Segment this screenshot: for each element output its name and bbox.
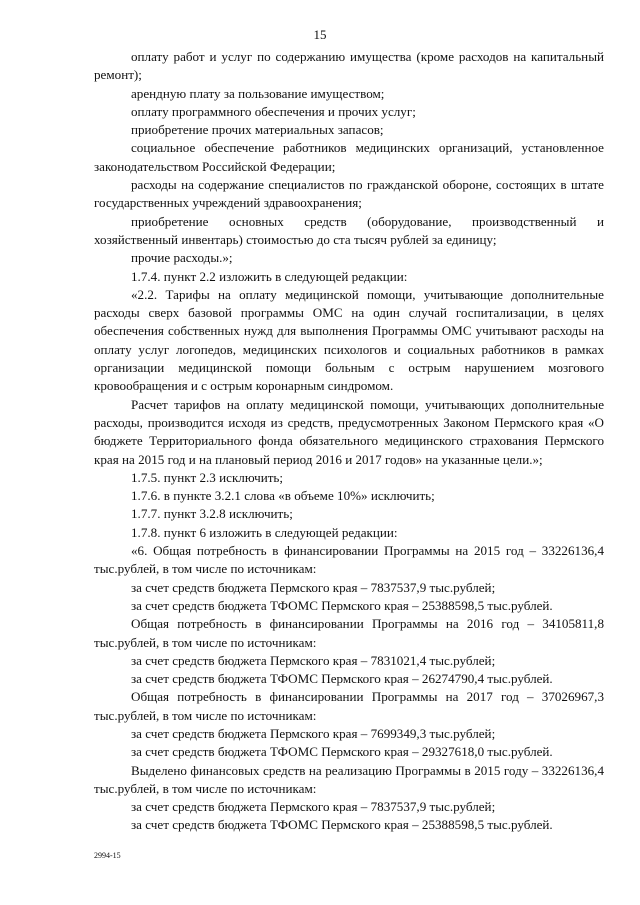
- paragraph: «6. Общая потребность в финансировании Программы на 2015 год – 33226136,4 тыс.рублей, в том числе по источникам:: [94, 543, 604, 577]
- clause-heading: 1.7.7. пункт 3.2.8 исключить;: [131, 506, 293, 522]
- paragraph: арендную плату за пользование имуществом;: [131, 85, 385, 101]
- paragraph: оплату программного обеспечения и прочих услуг;: [131, 103, 416, 119]
- clause-heading: 1.7.5. пункт 2.3 исключить;: [131, 469, 284, 485]
- funding-source-line: за счет средств бюджета Пермского края – 7699349,3 тыс.рублей;: [131, 725, 496, 741]
- paragraph: Выделено финансовых средств на реализацию Программы в 2015 году – 33226136,4 тыс.рублей, в том числе по источникам:: [94, 762, 604, 796]
- funding-source-line: за счет средств бюджета ТФОМС Пермского края – 29327618,0 тыс.рублей.: [131, 744, 553, 760]
- funding-source-line: за счет средств бюджета Пермского края – 7837537,9 тыс.рублей;: [131, 579, 496, 595]
- funding-source-line: за счет средств бюджета Пермского края – 7831021,4 тыс.рублей;: [131, 652, 496, 668]
- paragraph: приобретение основных средств (оборудование, производственный и хозяйственный инвентарь) стоимостью до ста тысяч рублей за единицу;: [94, 213, 604, 247]
- paragraph: социальное обеспечение работников медицинских организаций, установленное законодательством Российской Федерации;: [94, 140, 604, 174]
- clause-heading: 1.7.6. в пункте 3.2.1 слова «в объеме 10%» исключить;: [131, 488, 435, 504]
- paragraph: Расчет тарифов на оплату медицинской помощи, учитывающих дополнительные расходы, производится исходя из средств, предусмотренных Законом Пермского края «О бюджете Территориального фонда обязательного медицинского страхования Пермского края на 2015 год и на плановый период 2016 и 2017 годов» на указанные цели.»;: [94, 396, 604, 467]
- paragraph: Общая потребность в финансировании Программы на 2017 год – 37026967,3 тыс.рублей, в том числе по источникам:: [94, 689, 604, 723]
- paragraph: оплату работ и услуг по содержанию имущества (кроме расходов на капитальный ремонт);: [94, 49, 604, 83]
- funding-source-line: за счет средств бюджета ТФОМС Пермского края – 25388598,5 тыс.рублей.: [131, 817, 553, 833]
- paragraph: приобретение прочих материальных запасов;: [131, 122, 384, 138]
- document-body: [94, 48, 604, 835]
- funding-source-line: за счет средств бюджета ТФОМС Пермского края – 25388598,5 тыс.рублей.: [131, 597, 553, 613]
- paragraph: Общая потребность в финансировании Программы на 2016 год – 34105811,8 тыс.рублей, в том числе по источникам:: [94, 616, 604, 650]
- paragraph: «2.2. Тарифы на оплату медицинской помощи, учитывающие дополнительные расходы сверх базовой программы ОМС на один случай госпитализации, в целях обеспечения собственных нужд для выполнения Программы ОМС учитывают расходы на оплату услуг логопедов, медицинских психологов и социальных работников в рамках организации медицинской помощи больным с острым нарушением мозгового кровообращения и с острым коронарным синдромом.: [94, 286, 604, 394]
- clause-heading: 1.7.8. пункт 6 изложить в следующей редакции:: [131, 524, 398, 540]
- document-code: 2994-15: [94, 851, 121, 860]
- funding-source-line: за счет средств бюджета Пермского края – 7837537,9 тыс.рублей;: [131, 799, 496, 815]
- page-number: 15: [313, 27, 327, 42]
- clause-heading: 1.7.4. пункт 2.2 изложить в следующей редакции:: [131, 268, 408, 284]
- funding-source-line: за счет средств бюджета ТФОМС Пермского края – 26274790,4 тыс.рублей.: [131, 671, 553, 687]
- paragraph: расходы на содержание специалистов по гражданской обороне, состоящих в штате государственных учреждений здравоохранения;: [94, 177, 604, 211]
- paragraph: прочие расходы.»;: [131, 250, 233, 266]
